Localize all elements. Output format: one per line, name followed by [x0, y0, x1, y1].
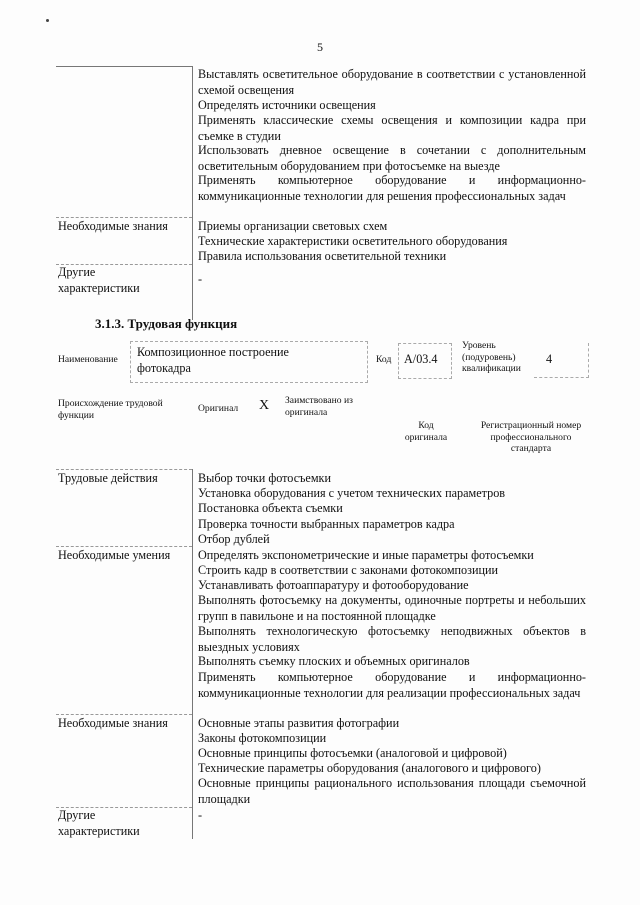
skill-item: Выполнять фотосъемку на документы, одиночные портреты и небольших групп в павильоне и на постоянной площадке	[198, 593, 586, 623]
level-label: Уровень (подуровень) квалификации	[462, 340, 521, 374]
action-item: Проверка точности выбранных параметров кадра	[198, 517, 455, 531]
original-mark: X	[259, 398, 270, 413]
knowledge-item: Законы фотокомпозиции	[198, 731, 327, 745]
knowledge-item: Правила использования осветительной техники	[198, 249, 447, 263]
knowledge-item: Приемы организации световых схем	[198, 219, 388, 233]
skill-item: Использовать дневное освещение в сочетании с дополнительным осветительным оборудованием при фотосъемке на выезде	[198, 143, 586, 173]
function-name: Композиционное построение фотокадра	[137, 345, 289, 375]
action-item: Отбор дублей	[198, 532, 270, 546]
knowledge-item: Основные принципы рационального использования площади съемочной площадки	[198, 776, 586, 806]
skill-item: Выполнять съемку плоских и объемных оригиналов	[198, 654, 470, 668]
page-number: 5	[317, 40, 323, 54]
level-box	[534, 343, 589, 378]
skill-item: Строить кадр в соответствии с законами фотокомпозиции	[198, 563, 499, 577]
scan-speck	[46, 19, 49, 22]
other-value: -	[198, 272, 203, 286]
table-column-divider	[192, 66, 193, 320]
skill-item: Применять компьютерное оборудование и информационно-коммуникационные технологии для решения профессиональных задач	[198, 173, 586, 203]
skill-item: Применять компьютерное оборудование и информационно-коммуникационные технологии для реализации профессиональных задач	[198, 670, 586, 700]
row-divider	[56, 546, 192, 547]
other-value: -	[198, 808, 203, 822]
section-heading: 3.1.3. Трудовая функция	[95, 316, 238, 331]
row-label-knowledge: Необходимые знания	[58, 219, 168, 233]
row-label-knowledge: Необходимые знания	[58, 716, 168, 730]
original-label: Оригинал	[198, 403, 239, 414]
code-label: Код	[376, 354, 392, 365]
skill-item: Применять классические схемы освещения и композиции кадра при съемке в студии	[198, 113, 586, 143]
row-label-skills: Необходимые умения	[58, 548, 171, 562]
name-label: Наименование	[58, 354, 118, 365]
skill-item: Определять источники освещения	[198, 98, 376, 112]
knowledge-item: Основные принципы фотосъемки (аналоговой и цифровой)	[198, 746, 507, 760]
level-value: 4	[546, 352, 553, 366]
table-top-rule	[56, 66, 192, 67]
row-divider	[56, 217, 192, 218]
action-item: Выбор точки фотосъемки	[198, 471, 331, 485]
code-original-label: Код оригинала	[404, 420, 448, 443]
row-label-actions: Трудовые действия	[58, 471, 158, 485]
code-value: A/03.4	[404, 352, 438, 366]
knowledge-item: Основные этапы развития фотографии	[198, 716, 400, 730]
skill-item: Определять экспонометрические и иные параметры фотосъемки	[198, 548, 534, 562]
reg-number-label: Регистрационный номер профессионального стандарта	[480, 420, 582, 454]
borrowed-label: Заимствовано из оригинала	[285, 395, 353, 418]
row-label-other: Другие характеристики	[58, 808, 140, 838]
table-column-divider	[192, 469, 193, 839]
row-label-other: Другие характеристики	[58, 265, 140, 295]
skill-item: Устанавливать фотоаппаратуру и фотооборудование	[198, 578, 469, 592]
knowledge-item: Технические характеристики осветительного оборудования	[198, 234, 508, 248]
action-item: Постановка объекта съемки	[198, 501, 343, 515]
row-divider	[56, 714, 192, 715]
action-item: Установка оборудования с учетом технических параметров	[198, 486, 506, 500]
skill-item: Выполнять технологическую фотосъемку неподвижных объектов в выездных условиях	[198, 624, 586, 654]
knowledge-item: Технические параметры оборудования (аналогового и цифрового)	[198, 761, 541, 775]
origin-label: Происхождение трудовой функции	[58, 398, 163, 421]
skill-item: Выставлять осветительное оборудование в соответствии с установленной схемой освещения	[198, 67, 586, 97]
table-top-rule	[56, 469, 192, 470]
